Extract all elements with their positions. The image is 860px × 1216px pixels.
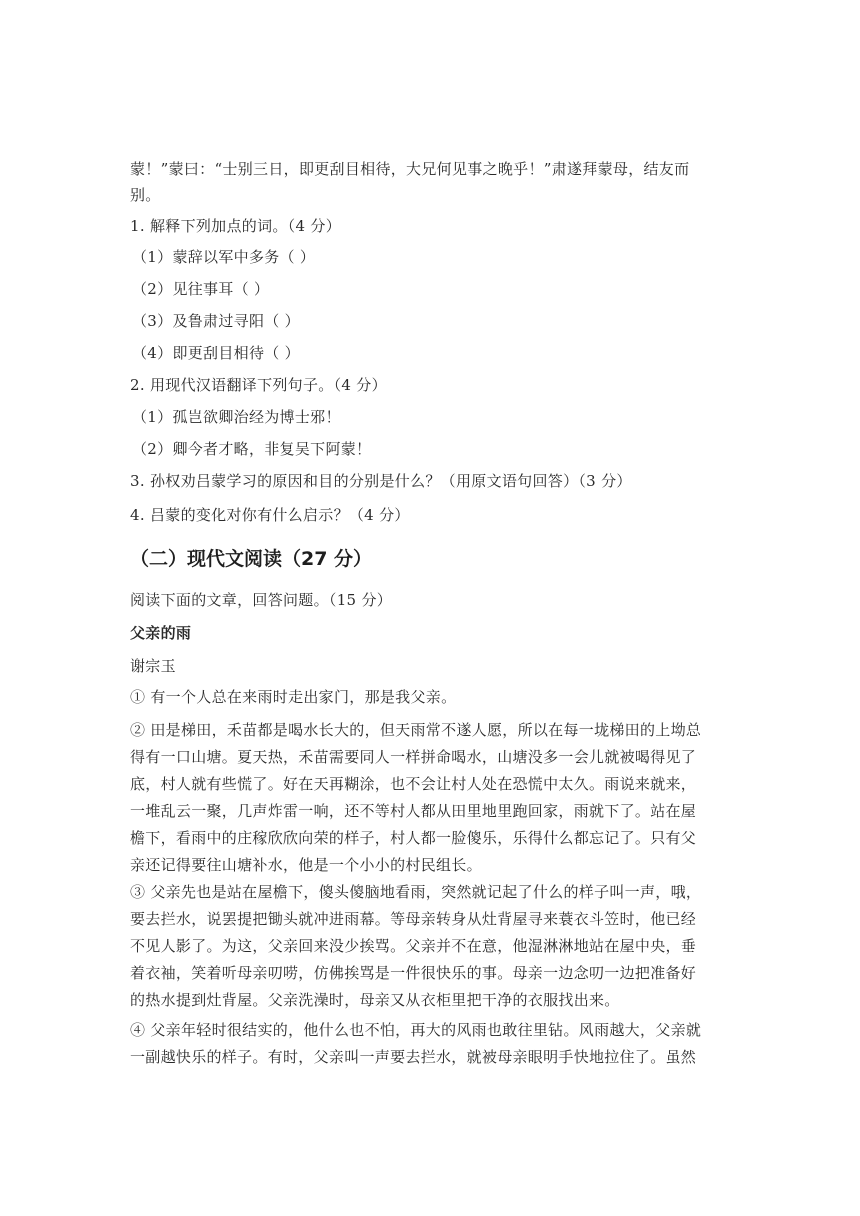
question-2-item: （1）孤岂欲卿治经为博士邪！ xyxy=(132,408,341,426)
question-2-item: （2）卿今者才略，非复吴下阿蒙！ xyxy=(132,440,372,458)
classical-text-line: 别。 xyxy=(130,186,161,204)
question-1-item: （3）及鲁肃过寻阳（ ） xyxy=(132,312,300,330)
paragraph-2-line: 底，村人就有些慌了。好在天再糊涂，也不会让村人处在恐慌中太久。雨说来就来， xyxy=(130,775,697,793)
article-author: 谢宗玉 xyxy=(130,657,176,675)
question-1-stem: 1. 解释下列加点的词。（4 分） xyxy=(130,217,341,235)
section-heading: （二）现代文阅读（27 分） xyxy=(130,548,373,570)
question-1-item: （1）蒙辞以军中多务（ ） xyxy=(132,248,316,266)
question-1-item: （2）见往事耳（ ） xyxy=(132,280,270,298)
question-1-item: （4）即更刮目相待（ ） xyxy=(132,344,300,362)
paragraph-3-line: 的热水提到灶背屋。父亲洗澡时，母亲又从衣柜里把干净的衣服找出来。 xyxy=(130,991,620,1009)
paragraph-4-line: ④ 父亲年轻时很结实的，他什么也不怕，再大的风雨也敢往里钻。风雨越大，父亲就 xyxy=(130,1021,702,1039)
paragraph-2-line: 一堆乱云一聚，几声炸雷一响，还不等村人都从田里地里跑回家，雨就下了。站在屋 xyxy=(130,802,697,820)
question-2-stem: 2. 用现代汉语翻译下列句子。（4 分） xyxy=(130,376,387,394)
paragraph-3-line: ③ 父亲先也是站在屋檐下，傻头傻脑地看雨，突然就记起了什么的样子叫一声，哦， xyxy=(130,883,702,901)
paragraph-3-line: 着衣袖，笑着听母亲叨唠，仿佛挨骂是一件很快乐的事。母亲一边念叨一边把准备好 xyxy=(130,964,697,982)
paragraph-2-line: 檐下，看雨中的庄稼欣欣向荣的样子，村人都一脸傻乐，乐得什么都忘记了。只有父 xyxy=(130,829,697,847)
section-instruction: 阅读下面的文章，回答问题。（15 分） xyxy=(130,591,393,609)
paragraph-3-line: 不见人影了。为这，父亲回来没少挨骂。父亲并不在意，他湿淋淋地站在屋中央，垂 xyxy=(130,937,697,955)
paragraph-2-line: ② 田是梯田，禾苗都是喝水长大的，但天雨常不遂人愿，所以在每一垅梯田的上坳总 xyxy=(130,721,702,739)
question-4: 4. 吕蒙的变化对你有什么启示？（4 分） xyxy=(130,506,410,524)
question-3: 3. 孙权劝吕蒙学习的原因和目的分别是什么？（用原文语句回答）（3 分） xyxy=(130,472,632,490)
paragraph-4-line: 一副越快乐的样子。有时，父亲叫一声要去拦水，就被母亲眼明手快地拉住了。虽然 xyxy=(130,1048,697,1066)
article-title: 父亲的雨 xyxy=(130,624,192,642)
paragraph-1-line: ① 有一个人总在来雨时走出家门，那是我父亲。 xyxy=(130,688,457,706)
classical-text-line: 蒙！”蒙曰：“士别三日，即更刮目相待，大兄何见事之晚乎！”肃遂拜蒙母，结友而 xyxy=(130,160,690,178)
paragraph-2-line: 得有一口山塘。夏天热，禾苗需要同人一样拼命喝水，山塘没多一会儿就被喝得见了 xyxy=(130,748,697,766)
paragraph-2-line: 亲还记得要往山塘补水，他是一个小小的村民组长。 xyxy=(130,856,482,874)
paragraph-3-line: 要去拦水，说罢提把锄头就冲进雨幕。等母亲转身从灶背屋寻来蓑衣斗笠时，他已经 xyxy=(130,910,697,928)
